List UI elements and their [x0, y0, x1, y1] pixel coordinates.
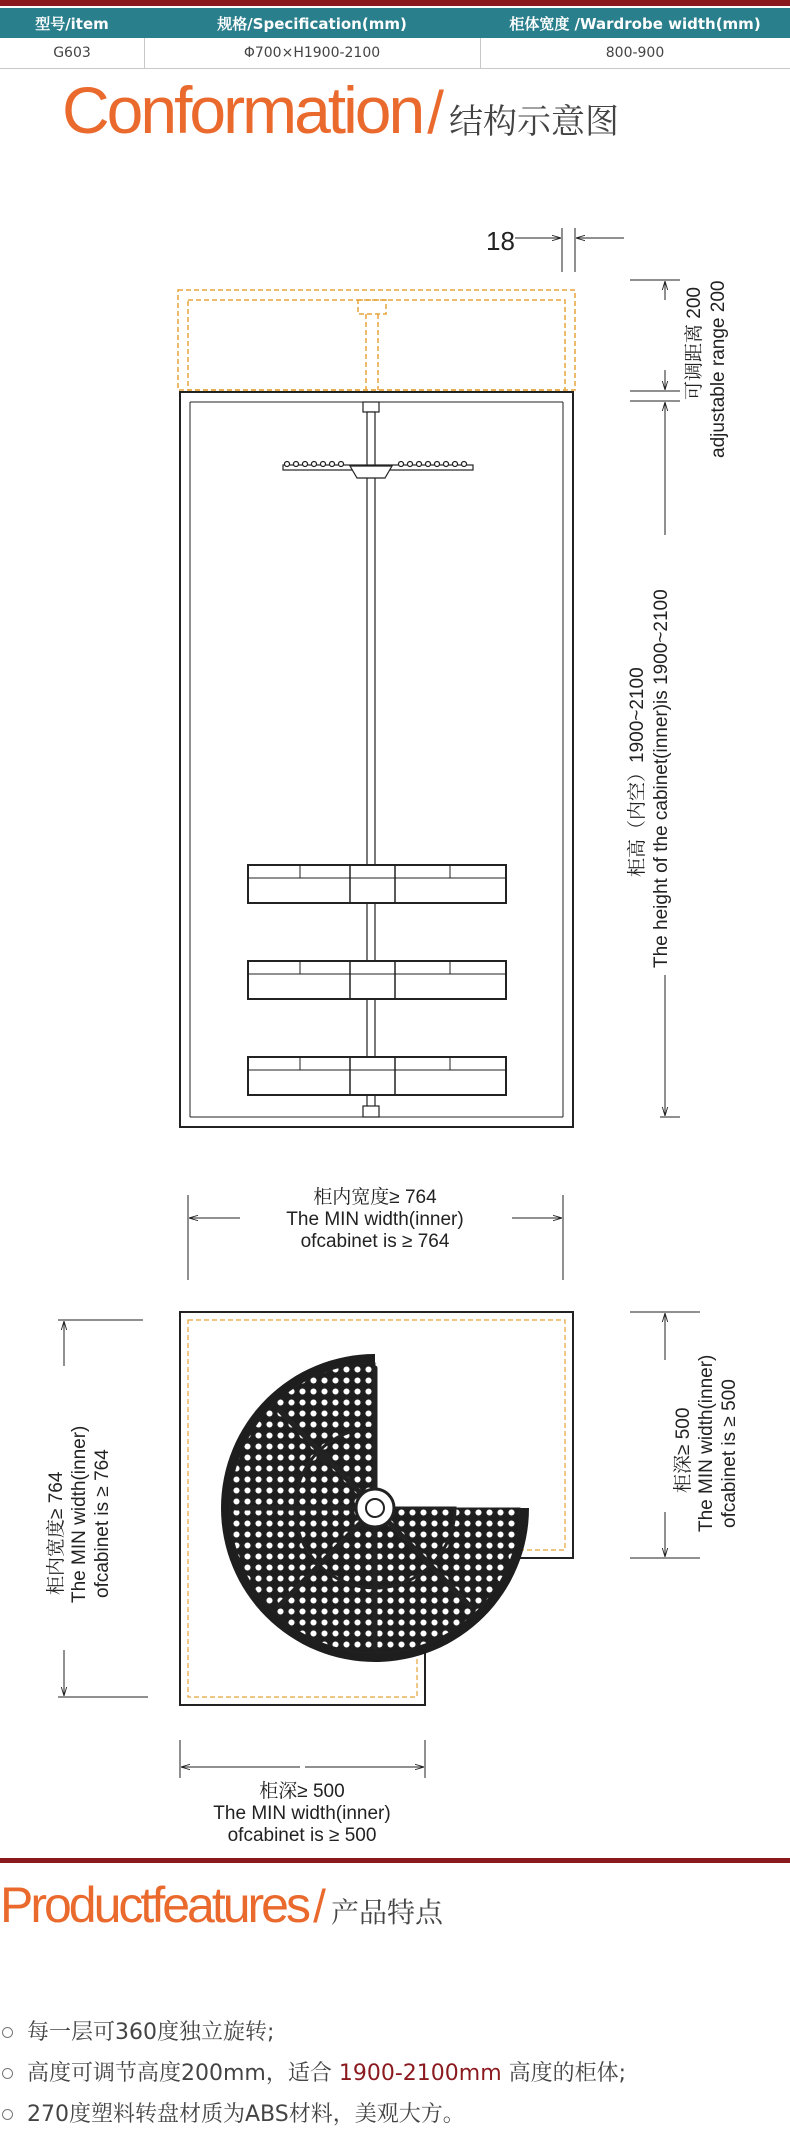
cabinet-height-cn: 柜高（内空）1900~2100: [627, 667, 648, 877]
bottom-depth-cn: 柜深≥ 500: [259, 1781, 345, 1802]
feature-item: [0, 2056, 626, 2087]
heading-slash: /: [313, 1880, 326, 1932]
tray-shelf-3: [248, 1057, 506, 1095]
adjust-range-cn: 可调距离 200: [684, 287, 705, 400]
feature-item: [0, 2015, 274, 2046]
heading-slash: /: [427, 79, 444, 146]
inner-width-en-1: The MIN width(inner): [286, 1209, 464, 1230]
cell-specification: Φ700×H1900-2100: [243, 45, 381, 61]
feature-item: [0, 2097, 465, 2128]
cell-item: G603: [53, 45, 91, 61]
feature-height-highlight: 1900-2100mm: [338, 2061, 502, 2086]
structure-diagram: [0, 190, 790, 1850]
dim-bottom-lines: [180, 1740, 425, 1778]
top-accent-bar: [0, 0, 790, 6]
left-width-en-1: The MIN width(inner): [69, 1425, 90, 1603]
header-wardrobe-width: 柜体宽度 /Wardrobe width(mm): [509, 14, 761, 33]
rotating-tray-270: [221, 1354, 529, 1662]
conformation-title-en: Conformation: [62, 73, 423, 147]
conformation-heading: [62, 72, 619, 148]
header-specification: 规格/Specification(mm): [217, 14, 407, 33]
inner-width-en-2: ofcabinet is ≥ 764: [300, 1231, 450, 1252]
bullet-icon: [2, 2109, 13, 2120]
right-depth-en-1: The MIN width(inner): [696, 1354, 717, 1532]
right-depth-en-2: ofcabinet is ≥ 500: [719, 1379, 740, 1528]
bullet-icon: [2, 2027, 13, 2038]
bottom-depth-en-1: The MIN width(inner): [213, 1803, 391, 1824]
feature-text: 270度塑料转盘材质为ABS材料，美观大方。: [27, 2102, 465, 2127]
right-depth-cn: 柜深≥ 500: [673, 1407, 694, 1493]
adjust-range-en: adjustable range 200: [708, 280, 729, 458]
cell-wardrobe-width: 800-900: [605, 45, 665, 61]
spec-table-header: [0, 8, 790, 38]
product-features-title-cn: 产品特点: [330, 1896, 443, 1929]
conformation-title-cn: 结构示意图: [449, 102, 620, 142]
product-features-title-en: Productfeatures: [0, 1877, 308, 1933]
feature-text-pre: 高度可调节高度200mm，适合: [27, 2061, 339, 2086]
section-divider: [0, 1858, 790, 1863]
left-width-en-2: ofcabinet is ≥ 764: [92, 1449, 113, 1598]
product-features-heading: [0, 1876, 443, 1934]
spec-table-row: [0, 38, 790, 69]
header-item: 型号/item: [35, 14, 109, 33]
cabinet-height-en: The height of the cabinet(inner)is 1900~2100: [651, 589, 672, 968]
feature-text-post: 高度的柜体;: [501, 2061, 627, 2086]
table-divider: [144, 38, 145, 68]
tray-shelf-2: [248, 961, 506, 999]
bottom-depth-en-2: ofcabinet is ≥ 500: [227, 1825, 377, 1846]
tray-shelf-1: [248, 865, 506, 903]
dim-panel-thickness: [515, 228, 624, 272]
hanger-rack: [283, 462, 473, 479]
bullet-icon: [2, 2068, 13, 2079]
cabinet-front: [180, 392, 573, 1127]
table-divider: [480, 38, 481, 68]
adjustable-top-outline: [178, 290, 575, 390]
inner-width-cn: 柜内宽度≥ 764: [313, 1187, 437, 1208]
feature-text: 每一层可360度独立旋转;: [27, 2020, 275, 2045]
left-width-cn: 柜内宽度≥ 764: [46, 1471, 67, 1595]
centre-pole: [363, 402, 379, 1117]
dim-18-label: 18: [486, 226, 515, 256]
